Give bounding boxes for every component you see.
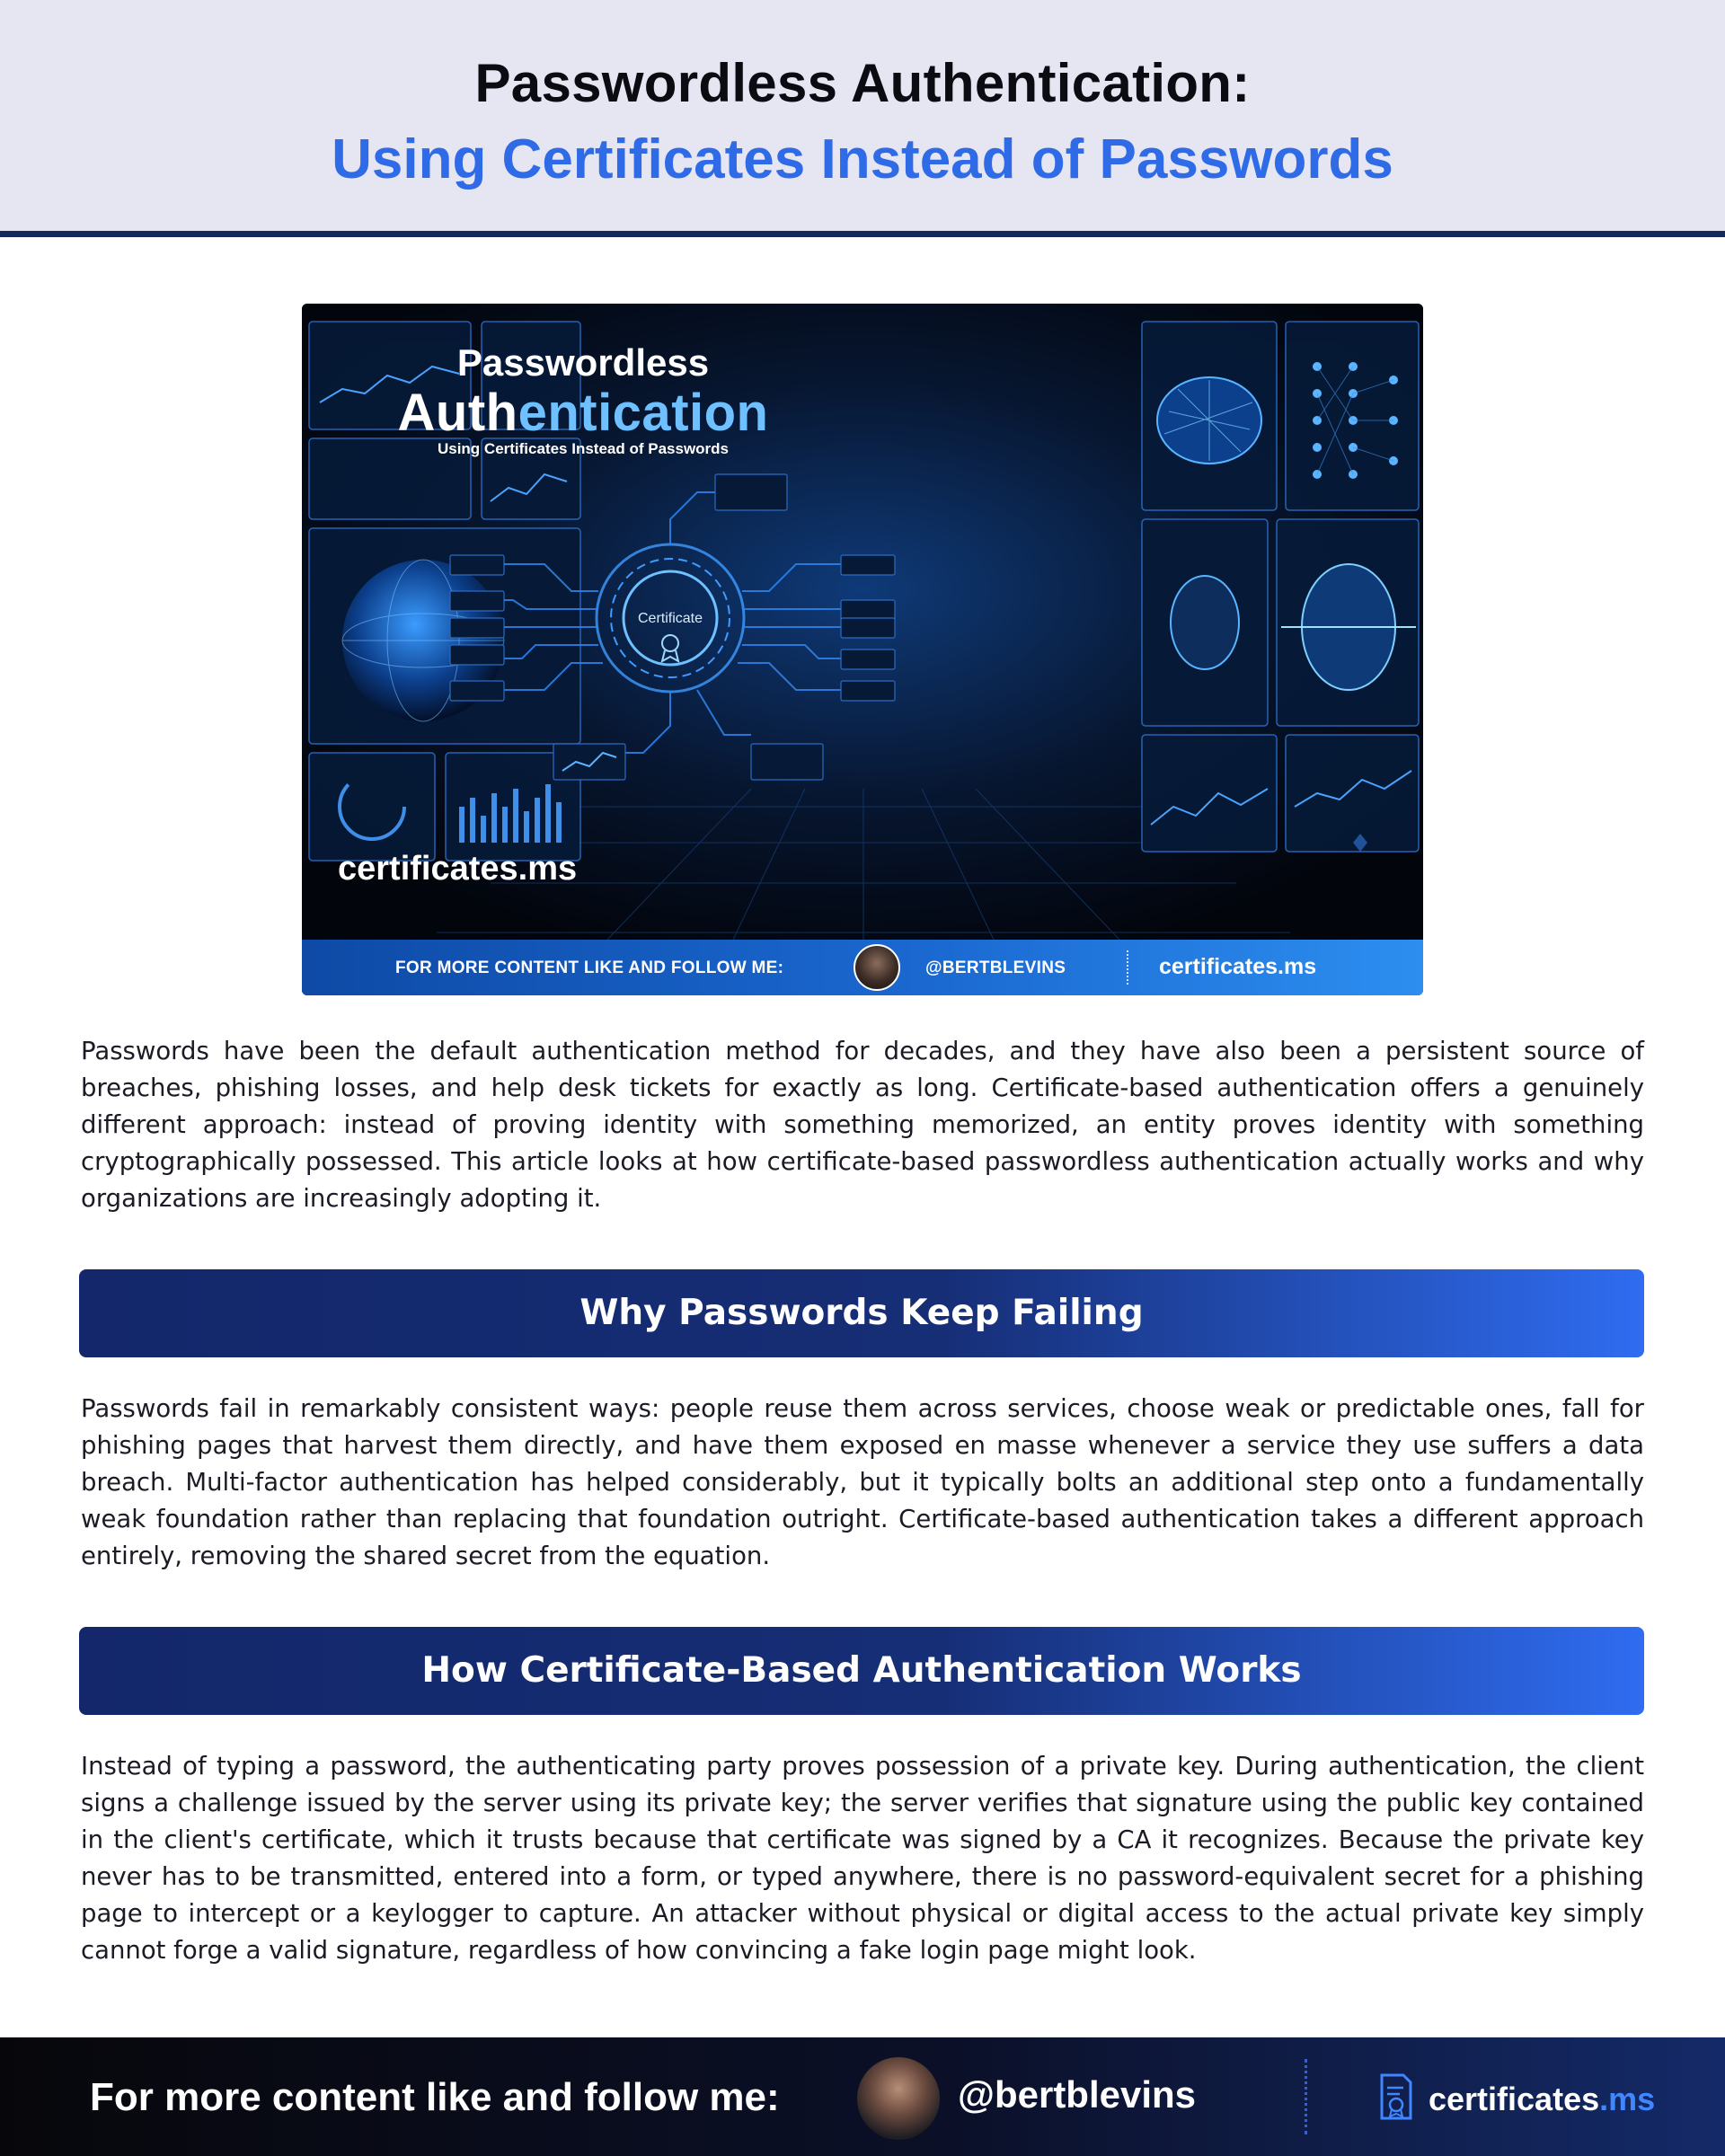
hero-follow-strip [302, 940, 1423, 995]
section-heading-why-passwords-fail [79, 1269, 1644, 1357]
section-heading-text: How Certificate-Based Authentication Works [421, 1650, 1302, 1691]
page-title: Passwordless Authentication: [474, 53, 1251, 113]
footer-avatar[interactable] [857, 2057, 940, 2140]
intro-paragraph: Passwords have been the default authentication method for decades, and they have also been a persistent source of breaches, phishing losses, and help desk tickets for exactly as long. Certificate-based authentication offers a genuinely different approach: instead of proving identity with something memorized, an entity proves identity with something cryptographically possessed. This article looks at how certificate-based passwordless authentication actually works and why organizations are increasingly adopting it. [81, 1037, 1644, 1213]
footer-social-handle[interactable]: @bertblevins [958, 2073, 1197, 2116]
hero-title-line-2: Authentication [397, 384, 769, 442]
hero-certificate-label: Certificate [637, 611, 703, 626]
page-subtitle: Using Certificates Instead of Passwords [332, 128, 1393, 190]
footer-brand[interactable]: certificates.ms [1429, 2081, 1656, 2117]
section-body-why-passwords-fail: Passwords fail in remarkably consistent ways: people reuse them across services, choose weak or predictable ones, fall for phishing pages that harvest them directly, and have them exposed en masse whenever a service they use suffers a data breach. Multi-factor authentication has helped considerably, but it typically bolts an additional step onto a fundamentally weak foundation rather than replacing that foundation outright. Certificate-based authentication takes a different approach entirely, removing the shared secret from the equation. [81, 1394, 1644, 1570]
hero-social-handle: @BERTBLEVINS [925, 959, 1066, 977]
section-heading-text: Why Passwords Keep Failing [579, 1293, 1144, 1333]
hero-strip-brand: certificates.ms [1159, 954, 1317, 979]
hero-subtitle: Using Certificates Instead of Passwords [437, 440, 730, 457]
page-header [0, 0, 1725, 237]
section-body-how-it-works: Instead of typing a password, the authenticating party proves possession of a private key. During authentication, the client signs a challenge issued by the server using its private key; the server verifies that signature using the public key contained in the client's certificate, which it trusts because that certificate was signed by a CA it recognizes. Because the private key never has to be transmitted, entered into a form, or typed anywhere, there is no password-equivalent secret for a phishing page to intercept or a keylogger to capture. An attacker without physical or digital access to the actual private key simply cannot forge a valid signature, regardless of how convincing a fake login page might look. [81, 1752, 1644, 1965]
hero-avatar [854, 944, 900, 991]
page-footer [0, 2037, 1725, 2156]
hero-brand-logo: certificates.ms [338, 850, 578, 888]
hero-banner-image [302, 304, 1423, 995]
certificate-document-icon [1378, 2073, 1414, 2122]
section-heading-how-it-works [79, 1627, 1644, 1715]
footer-divider [1305, 2059, 1307, 2134]
hero-strip-divider [1127, 950, 1128, 985]
hero-title-line-1: Passwordless [456, 341, 710, 384]
hero-follow-cta: FOR MORE CONTENT LIKE AND FOLLOW ME: [395, 959, 784, 977]
brain-network-icon [1157, 377, 1261, 464]
footer-follow-cta: For more content like and follow me: [90, 2075, 780, 2119]
